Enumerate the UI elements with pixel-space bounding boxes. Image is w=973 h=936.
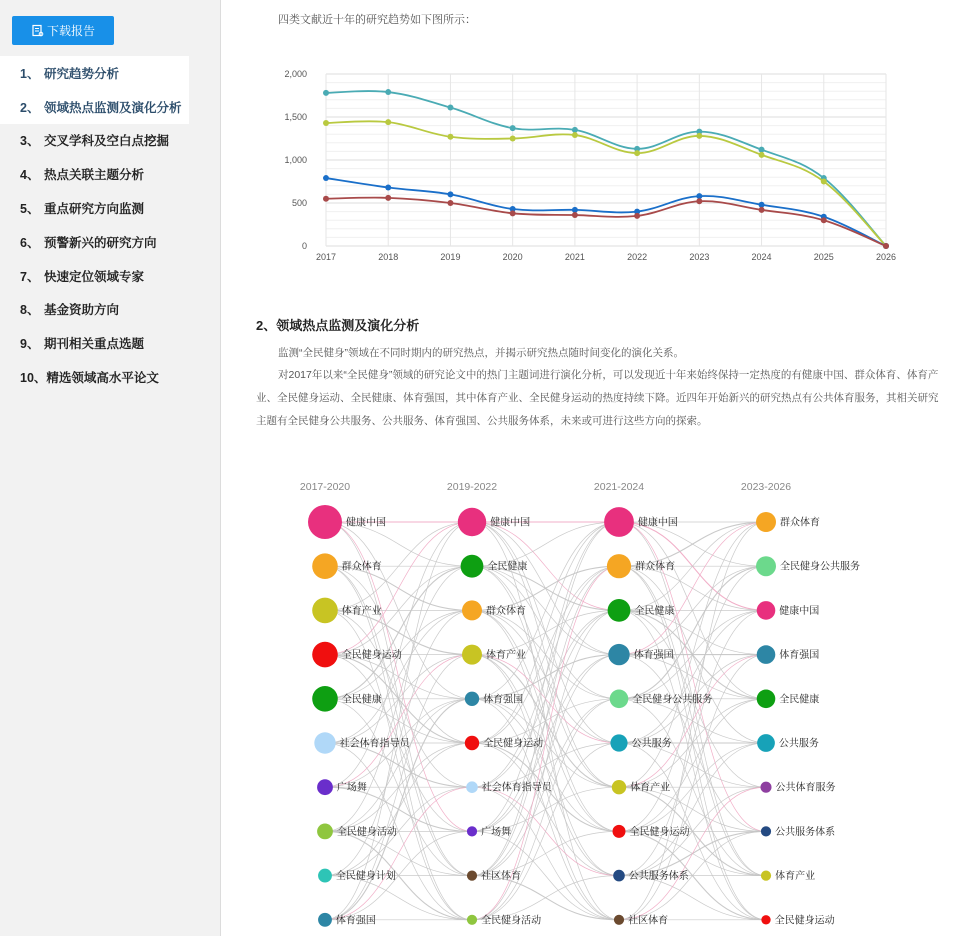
- section-paragraph-2: 对2017年以来“全民健身”领域的研究论文中的热门主题词进行演化分析，可以发现近十年来始终保持一定热度的有健康中国、群众体育、体育产业、全民健身运动、全民健康、体育强国，其中体育产业、全民健身运动的热度持续下降。近四年开始新兴的研究热点有公共体育服务，其相关研究主题有全民健身公共服务、公共服务、体育强国、公共服务体系，未来或可进行这些方向的探索。: [256, 369, 939, 427]
- series-point[interactable]: [821, 179, 827, 185]
- topic-node[interactable]: [458, 508, 486, 536]
- series-point[interactable]: [634, 213, 640, 219]
- series-point[interactable]: [759, 202, 765, 208]
- topic-label: 广场舞: [336, 782, 367, 794]
- evolution-link: [619, 522, 766, 655]
- topic-label: 全民健康: [341, 694, 382, 706]
- evolution-link: [619, 610, 766, 743]
- topic-node[interactable]: [467, 826, 477, 836]
- topic-label: 公共服务体系: [628, 871, 689, 883]
- topic-label: 健康中国: [490, 517, 531, 529]
- sidebar-item-research-trend[interactable]: 1、 研究趋势分析: [0, 56, 189, 90]
- topic-label: 社区体育: [628, 915, 669, 927]
- topic-node[interactable]: [317, 779, 333, 795]
- evolution-links: [325, 522, 766, 920]
- topic-node[interactable]: [610, 734, 627, 751]
- topic-label: 全民健康: [779, 694, 820, 706]
- topic-node[interactable]: [465, 736, 479, 750]
- topic-label: 健康中国: [346, 517, 386, 529]
- x-tick-label: 2025: [813, 252, 834, 262]
- topic-node[interactable]: [461, 555, 484, 578]
- topic-node[interactable]: [757, 734, 775, 752]
- evolution-link: [325, 522, 472, 920]
- topic-node[interactable]: [761, 871, 771, 881]
- topic-label: 体育产业: [341, 605, 382, 617]
- topic-label: 体育强国: [335, 915, 376, 927]
- evolution-link: [325, 610, 472, 743]
- evolution-link: [619, 699, 766, 832]
- section-title: 2、领域热点监测及演化分析: [256, 318, 420, 333]
- section-paragraph-1: 监测“全民健身”领域在不同时期内的研究热点，并揭示研究热点随时间变化的演化关系。: [278, 347, 684, 359]
- x-tick-label: 2018: [378, 252, 399, 262]
- series-point[interactable]: [447, 105, 453, 111]
- topic-node[interactable]: [312, 598, 338, 624]
- evolution-link: [325, 699, 472, 920]
- series-point[interactable]: [572, 132, 578, 138]
- series-point[interactable]: [883, 243, 889, 249]
- topic-node[interactable]: [760, 782, 771, 793]
- sidebar-item-hotspot-monitoring[interactable]: 2、 领域热点监测及演化分析: [0, 90, 189, 124]
- sidebar-item-journal-topics[interactable]: 9、 期刊相关重点选题: [20, 337, 145, 352]
- evolution-link: [325, 522, 472, 655]
- sidebar-item-funding[interactable]: 8、 基金资助方向: [20, 303, 120, 318]
- y-tick-label: 1,500: [284, 112, 307, 122]
- topic-label: 体育强国: [633, 650, 674, 662]
- x-tick-label: 2017: [315, 252, 337, 262]
- topic-label: 体育强国: [483, 694, 524, 706]
- topic-node[interactable]: [757, 601, 776, 620]
- series-point[interactable]: [510, 125, 516, 131]
- topic-label: 健康中国: [637, 517, 678, 529]
- topic-node[interactable]: [314, 732, 335, 753]
- topic-node[interactable]: [757, 690, 776, 709]
- topic-label: 全民健身活动: [336, 826, 397, 838]
- evolution-link: [325, 566, 472, 699]
- series-point[interactable]: [323, 196, 329, 202]
- series-point[interactable]: [323, 120, 329, 126]
- topic-label: 社区体育: [481, 871, 522, 883]
- series-point[interactable]: [696, 133, 702, 139]
- topic-label: 全民健康: [634, 605, 675, 617]
- series-point[interactable]: [634, 150, 640, 156]
- sidebar-nav: [0, 56, 221, 394]
- series-point[interactable]: [447, 191, 453, 197]
- series-point[interactable]: [447, 200, 453, 206]
- x-tick-label: 2020: [502, 252, 523, 262]
- period-label: 2023-2026: [740, 481, 792, 493]
- sidebar-item-top-papers[interactable]: 10、 精选领域高水平论文: [20, 371, 159, 386]
- topic-label: 全民健身运动: [483, 738, 544, 750]
- topic-label: 群众体育: [341, 561, 382, 573]
- topic-node[interactable]: [756, 512, 776, 532]
- topic-label: 社会体育指导员: [339, 738, 410, 750]
- topic-node[interactable]: [613, 825, 626, 838]
- topic-label: 公共体育服务: [775, 782, 836, 794]
- topic-node[interactable]: [317, 824, 333, 840]
- topic-node[interactable]: [465, 692, 479, 706]
- series-point[interactable]: [447, 134, 453, 140]
- series-point[interactable]: [759, 147, 765, 153]
- period-label: 2019-2022: [446, 481, 498, 493]
- topic-node[interactable]: [612, 780, 626, 794]
- series-point[interactable]: [572, 127, 578, 133]
- x-tick-label: 2019: [440, 252, 461, 262]
- topic-label: 公共服务: [631, 738, 672, 750]
- topic-node[interactable]: [312, 686, 338, 712]
- topic-node[interactable]: [466, 781, 478, 793]
- evolution-link: [472, 522, 619, 743]
- topic-node[interactable]: [608, 644, 629, 665]
- chart-grid: [326, 74, 886, 246]
- series-point[interactable]: [696, 198, 702, 204]
- series-point[interactable]: [385, 195, 391, 201]
- series-point[interactable]: [510, 136, 516, 142]
- topic-node[interactable]: [613, 870, 625, 882]
- topic-label: 全民健身公共服务: [632, 694, 713, 706]
- topic-label: 社会体育指导员: [481, 782, 552, 794]
- topic-label: 全民健身计划: [335, 871, 396, 883]
- evolution-link: [619, 522, 766, 920]
- y-tick-label: 2,000: [284, 69, 307, 79]
- topic-label: 群众体育: [486, 605, 526, 617]
- x-tick-label: 2021: [564, 252, 585, 262]
- period-label: 2021-2024: [593, 481, 645, 493]
- topic-label: 全民健身活动: [481, 915, 542, 927]
- topic-node[interactable]: [462, 600, 482, 620]
- topic-node[interactable]: [756, 556, 776, 576]
- topic-node[interactable]: [610, 690, 629, 709]
- x-tick-label: 2026: [875, 252, 897, 262]
- topic-label: 体育强国: [779, 650, 820, 662]
- series-point[interactable]: [385, 185, 391, 191]
- topic-node[interactable]: [312, 642, 338, 668]
- evolution-link: [472, 699, 619, 920]
- y-tick-label: 500: [291, 198, 307, 208]
- topic-label: 健康中国: [779, 605, 820, 617]
- topic-node[interactable]: [614, 915, 624, 925]
- download-report-button[interactable]: [12, 16, 114, 45]
- topic-label: 全民健康: [487, 561, 528, 573]
- topic-node[interactable]: [607, 554, 631, 578]
- topic-label: 群众体育: [780, 517, 820, 529]
- series-point[interactable]: [385, 89, 391, 95]
- evolution-link: [619, 566, 766, 699]
- main-content: [222, 0, 973, 936]
- series-line-4: [326, 198, 886, 246]
- topic-label: 体育产业: [630, 782, 671, 794]
- topic-label: 群众体育: [635, 561, 676, 573]
- series-point[interactable]: [759, 152, 765, 158]
- evolution-link: [325, 787, 472, 920]
- topic-node[interactable]: [308, 505, 342, 539]
- series-point[interactable]: [323, 175, 329, 181]
- topic-node[interactable]: [462, 645, 482, 665]
- topic-label: 公共服务体系: [775, 826, 836, 838]
- topic-label: 体育产业: [486, 650, 526, 662]
- topic-node[interactable]: [604, 507, 634, 537]
- sidebar-item-emerging-directions[interactable]: 6、 预警新兴的研究方向: [20, 235, 157, 250]
- topic-node[interactable]: [467, 915, 477, 925]
- y-tick-label: 1,000: [284, 155, 307, 165]
- sidebar-item-related-topics[interactable]: 4、 热点关联主题分析: [20, 168, 145, 183]
- trend-line-chart: [282, 60, 932, 270]
- evolution-link: [619, 787, 766, 920]
- sidebar-item-key-directions[interactable]: 5、 重点研究方向监测: [20, 202, 145, 217]
- topic-node[interactable]: [757, 645, 776, 664]
- series-point[interactable]: [510, 210, 516, 216]
- series-point[interactable]: [821, 217, 827, 223]
- sidebar: [0, 0, 221, 936]
- topic-node[interactable]: [312, 553, 338, 579]
- topic-label: 全民健身运动: [341, 650, 402, 662]
- series-point[interactable]: [696, 193, 702, 199]
- topic-label: 广场舞: [481, 826, 512, 838]
- trend-intro-text: 四类文献近十年的研究趋势如下图所示：: [278, 14, 476, 26]
- x-tick-label: 2022: [627, 252, 648, 262]
- x-tick-label: 2023: [689, 252, 710, 262]
- topic-label: 体育产业: [775, 871, 816, 883]
- topic-node[interactable]: [608, 599, 631, 622]
- topic-node[interactable]: [318, 913, 332, 927]
- topic-label: 公共服务: [778, 738, 819, 750]
- y-tick-label: 0: [301, 241, 307, 251]
- download-button-label: 下载报告: [46, 24, 95, 38]
- topic-node[interactable]: [761, 915, 770, 924]
- period-label: 2017-2020: [299, 481, 351, 493]
- evolution-link: [325, 699, 472, 832]
- topic-label: 全民健身公共服务: [780, 561, 860, 573]
- evolution-link: [619, 743, 766, 876]
- topic-evolution-chart: [282, 470, 922, 936]
- series-point[interactable]: [572, 207, 578, 213]
- topic-label: 全民健身运动: [774, 915, 835, 927]
- sidebar-item-interdisciplinary[interactable]: 3、 交叉学科及空白点挖掘: [20, 134, 170, 149]
- x-tick-label: 2024: [751, 252, 772, 262]
- series-point[interactable]: [759, 207, 765, 213]
- series-point[interactable]: [385, 119, 391, 125]
- report-icon: [31, 24, 44, 37]
- topic-node[interactable]: [467, 871, 477, 881]
- series-point[interactable]: [323, 90, 329, 96]
- topic-node[interactable]: [761, 826, 771, 836]
- series-point[interactable]: [572, 212, 578, 218]
- topic-label: 全民健身运动: [629, 826, 690, 838]
- sidebar-item-experts[interactable]: 7、 快速定位领域专家: [20, 269, 145, 284]
- topic-node[interactable]: [318, 869, 332, 883]
